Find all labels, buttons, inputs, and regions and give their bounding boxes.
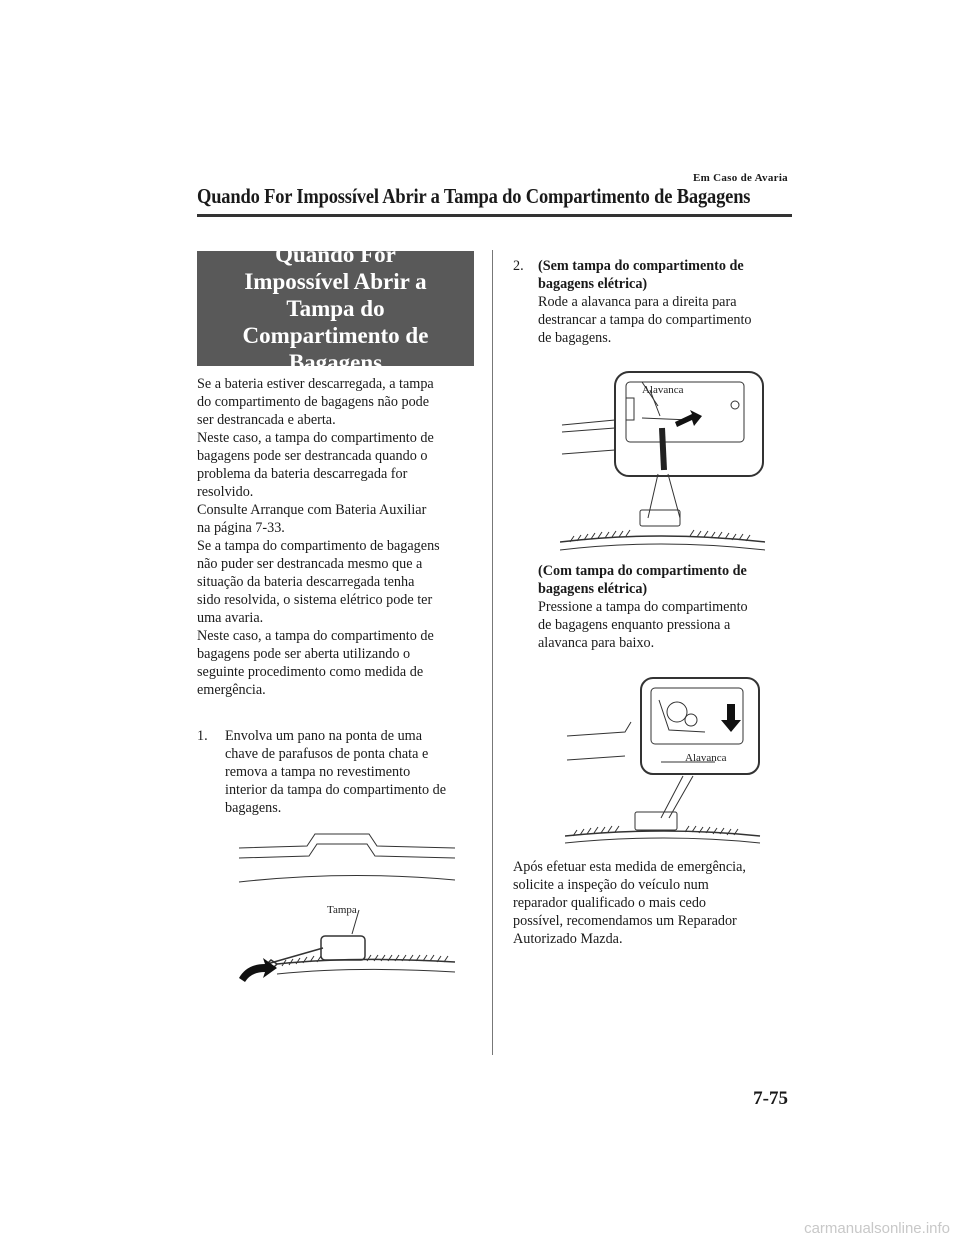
section-heading-box bbox=[197, 242, 474, 375]
lever-manual-illustration bbox=[560, 370, 770, 555]
tampa-label: Tampa bbox=[327, 904, 357, 916]
step-1-text: Envolva um pano na ponta de uma chave de parafusos de ponta chata e remova a tampa no revestimento interior da tampa do compartimento de bagagens. bbox=[225, 728, 447, 816]
figure-lever-power bbox=[565, 676, 765, 846]
watermark: carmanualsonline.info bbox=[804, 1220, 950, 1237]
section-heading: Quando For Impossível Abrir a Tampa do Compartimento de Bagagens bbox=[242, 242, 429, 375]
alavanca-label-1: Alavanca bbox=[642, 384, 684, 396]
running-title: Quando For Impossível Abrir a Tampa do Compartimento de Bagagens bbox=[197, 184, 751, 208]
alavanca-label-2: Alavanca bbox=[685, 752, 727, 764]
column-divider bbox=[492, 250, 493, 1055]
step-2-text: Rode a alavanca para a direita para destrancar a tampa do compartimento de bagagens. bbox=[538, 294, 752, 346]
page-number: 7-75 bbox=[753, 1088, 788, 1109]
step-2-heading: (Sem tampa do compartimento de bagagens elétrica) bbox=[538, 258, 744, 292]
chapter-label: Em Caso de Avaria bbox=[692, 172, 788, 184]
figure-lever-manual bbox=[560, 370, 770, 555]
after-measure-text: Após efetuar esta medida de emergência, solicite a inspeção do veículo num reparador qualificado o mais cedo possível, recomendamos um Reparador Autorizado Mazda. bbox=[513, 859, 746, 947]
power-tailgate-text: Pressione a tampa do compartimento de bagagens enquanto pressiona a alavanca para baixo. bbox=[538, 599, 748, 651]
header-rule bbox=[197, 214, 792, 217]
figure-trim-cover bbox=[237, 826, 459, 991]
power-tailgate-heading: (Com tampa do compartimento de bagagens elétrica) bbox=[538, 563, 747, 597]
step-2-number: 2. bbox=[513, 258, 524, 274]
lever-power-illustration bbox=[565, 676, 765, 846]
step-1-number: 1. bbox=[197, 728, 208, 744]
intro-text: Se a bateria estiver descarregada, a tampa do compartimento de bagagens não pode ser destrancada e aberta. Neste caso, a tampa do compartimento de bagagens pode ser destrancada quando o problema da bateria descarregada for resolvido. Consulte Arranque com Bateria Auxiliar na página 7-33. Se a tampa do compartimento de bagagens não puder ser destrancada mesmo que a situação da bateria descarregada tenha sido resolvida, o sistema elétrico pode ter uma avaria. Neste caso, a tampa do compartimento de bagagens pode ser aberta utilizando o seguinte procedimento como medida de emergência. bbox=[197, 376, 440, 698]
